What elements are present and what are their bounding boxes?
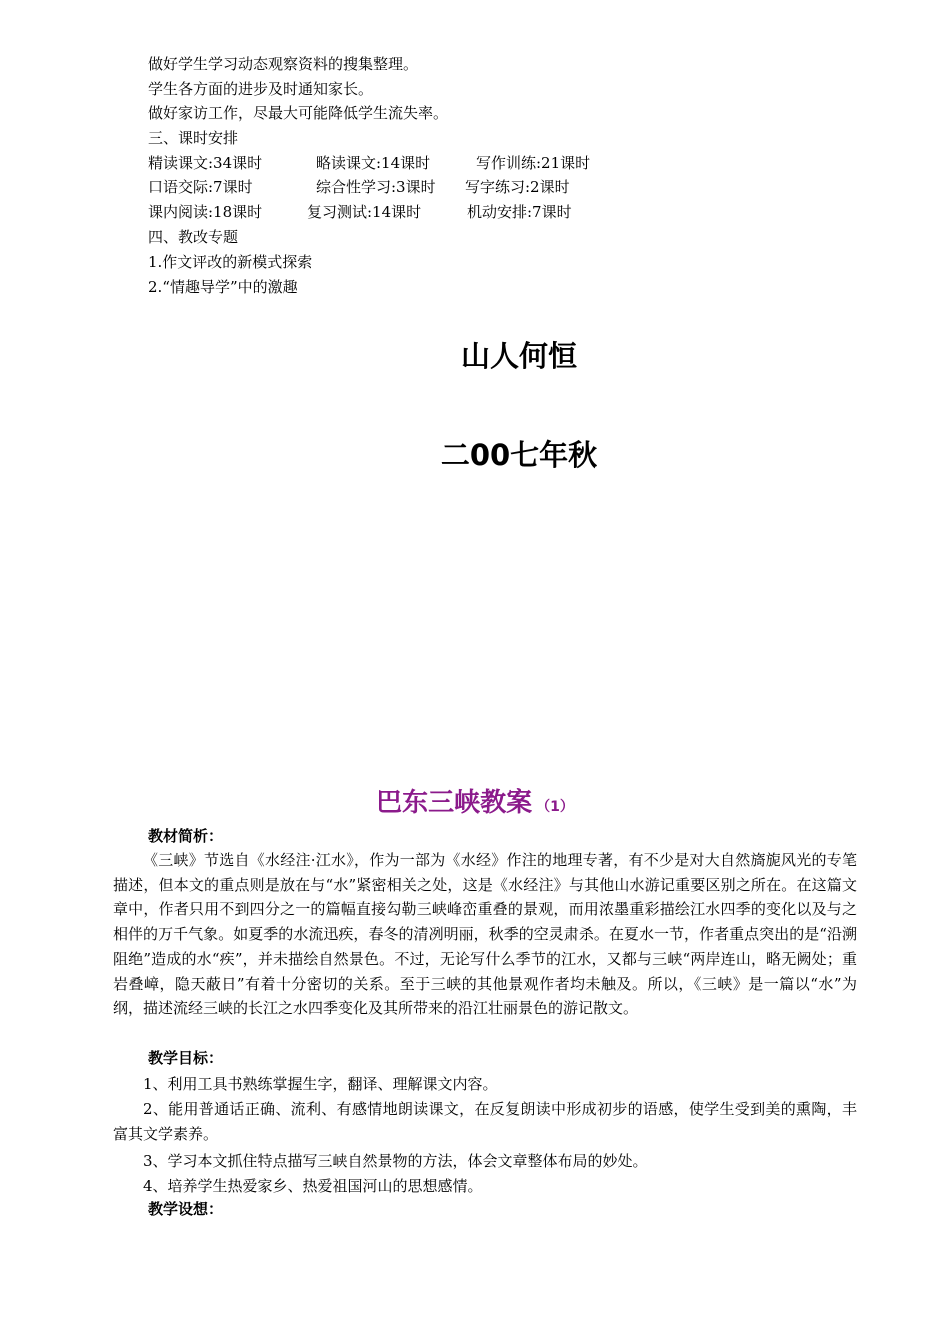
schedule-item: 口语交际:7课时 [148,178,253,196]
schedule-item: 写作训练:21课时 [476,154,591,172]
plan-line-1: 做好学生学习动态观察资料的搜集整理。 [148,55,419,73]
schedule-item: 综合性学习:3课时 [316,178,436,196]
author-name: 山人何恒 [460,339,577,373]
design-heading: 教学设想： [148,1200,224,1218]
schedule-item: 课内阅读:18课时 [148,203,263,221]
reform-item-2: 2.“情趣导学”中的激趣 [148,278,298,296]
schedule-row-1 [148,152,590,174]
plan-line-2: 学生各方面的进步及时通知家长。 [148,80,374,98]
goal-item-1: 1、利用工具书熟练掌握生字，翻译、理解课文内容。 [143,1075,498,1093]
reform-item-1: 1.作文评改的新模式探索 [148,253,313,271]
schedule-item: 略读课文:14课时 [316,154,431,172]
lesson-title-number: （1） [536,799,574,815]
lesson-title [0,782,950,819]
analysis-heading: 教材简析： [148,827,224,845]
document-date: 二00七年秋 [440,438,598,472]
analysis-paragraph: 《三峡》节选自《水经注·江水》，作为一部为《水经》作注的地理专著，有不少是对大自然旖旎风光的专笔描述，但本文的重点则是放在与“水”紧密相关之处，这是《水经注》与其他山水游记重要区别之所在。在这篇文章中，作者只用不到四分之一的篇幅直接勾勒三峡峰峦重叠的景观，而用浓墨重彩描绘江水四季的变化以及与之相伴的万千气象。如夏季的水流迅疾，春冬的清冽明丽，秋季的空灵肃杀。在夏水一节，作者重点突出的是“沿溯阻绝”造成的水“疾”，并未描绘自然景色。不过，无论写什么季节的江水，又都与三峡“两岸连山，略无阙处；重岩叠嶂，隐天蔽日”有着十分密切的关系。至于三峡的其他景观作者均未触及。所以，《三峡》是一篇以“水”为纲，描述流经三峡的长江之水四季变化及其所带来的沿江壮丽景色的游记散文。 [113,851,857,1018]
reform-heading: 四、教改专题 [148,228,239,246]
schedule-heading: 三、课时安排 [148,129,239,147]
lesson-title-main: 巴东三峡教案 [376,788,533,818]
schedule-item: 写字练习:2课时 [465,178,570,196]
schedule-item: 机动安排:7课时 [467,203,572,221]
plan-line-3: 做好家访工作，尽最大可能降低学生流失率。 [148,104,449,122]
goal-item-4: 4、培养学生热爱家乡、热爱祖国河山的思想感情。 [143,1177,483,1195]
schedule-row-3 [148,201,572,223]
goal-item-3: 3、学习本文抓住特点描写三峡自然景物的方法，体会文章整体布局的妙处。 [143,1152,648,1170]
goals-heading: 教学目标： [148,1049,224,1067]
schedule-item: 复习测试:14课时 [307,203,422,221]
goal-item-2: 2、能用普通话正确、流利、有感情地朗读课文，在反复朗读中形成初步的语感，使学生受到美的熏陶，丰富其文学素养。 [113,1100,857,1143]
schedule-row-2 [148,176,570,198]
schedule-item: 精读课文:34课时 [148,154,263,172]
